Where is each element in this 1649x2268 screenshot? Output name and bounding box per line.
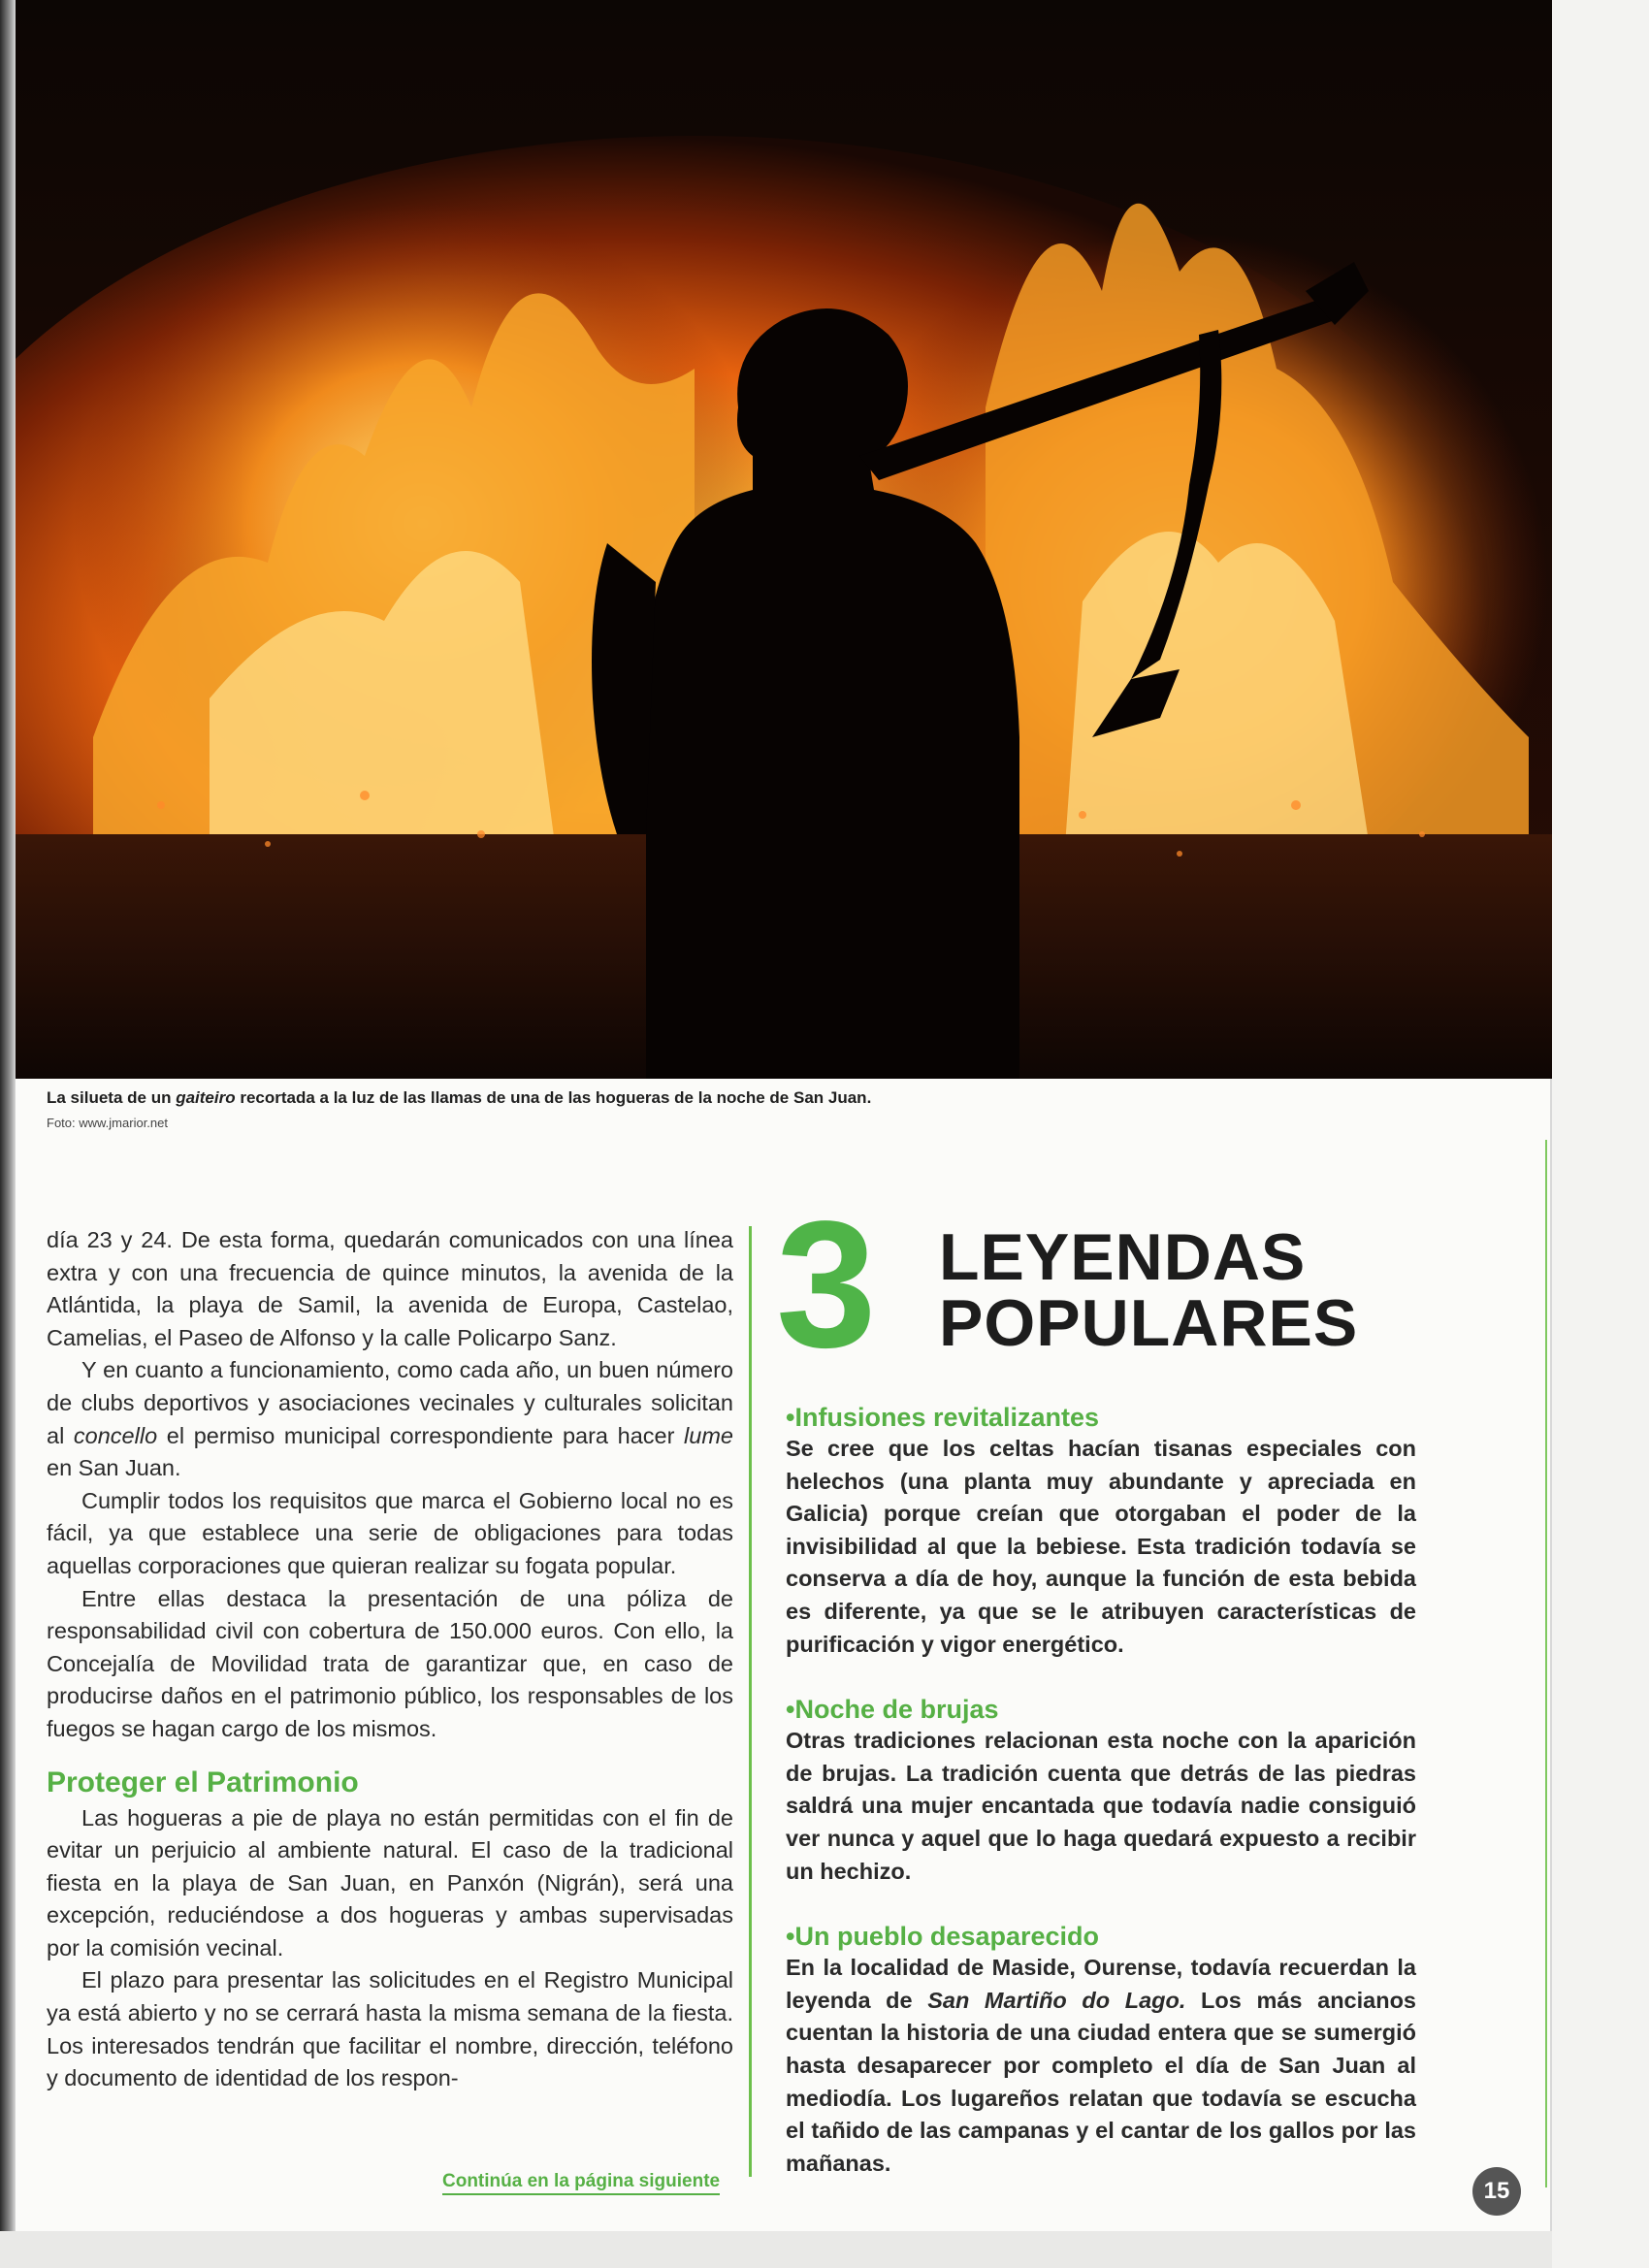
bonfire-gaiteiro-illustration (16, 0, 1552, 1079)
paragraph: Cumplir todos los requisitos que marca el Gobierno local no es fácil, ya que establece una serie de obligaciones para todas aquellas corporaciones que quieran realizar su fogata popular. (47, 1487, 733, 1578)
article-column (47, 1224, 733, 2095)
paragraph: día 23 y 24. De esta forma, quedarán comunicados con una línea extra y con una frecuencia de quince minutos, la avenida de la Atlántida, la playa de Samil, la avenida de Europa, Castelao, Camelias, el Paseo de Alfonso y la calle Policarpo Sanz. (47, 1227, 733, 1350)
legend-title: •Un pueblo desaparecido (786, 1922, 1100, 1952)
paragraph: Y en cuanto a funcionamiento, como cada año, un buen número de clubs deportivos y asociaciones vecinales y culturales solicitan al concello el permiso municipal correspondiente para hacer lume en San Juan. (47, 1357, 733, 1481)
legend-text: En la localidad de Maside, Ourense, todavía recuerdan la leyenda de San Martiño do Lago. Los más ancianos cuentan la historia de una ciudad entera que se sumergió hasta desaparecer por completo el día de San Juan al mediodía. Los lugareños relatan que todavía se escucha el tañido de las campanas y el cantar de los gallos por las mañanas. (786, 1955, 1416, 2176)
continue-link[interactable]: Continúa en la página siguiente (442, 2171, 720, 2195)
page-binding-shadow (0, 0, 16, 2268)
page-bottom-edge (0, 2231, 1552, 2268)
column-divider (749, 1226, 752, 2177)
sidebar-title: LEYENDAS POPULARES (939, 1220, 1359, 1360)
paragraph: El plazo para presentar las solicitudes en el Registro Municipal ya está abierto y no se cerrará hasta la misma semana de la fiesta. Los interesados tendrán que facilitar el nombre, dirección, teléfono y documento de identidad de los respon- (47, 1967, 733, 2091)
legend-text: Otras tradiciones relacionan esta noche con la aparición de brujas. La tradición cuenta que detrás de las piedras saldrá una mujer encantada que todavía nadie consiguió ver nunca y aquel que lo haga quedará expuesto a recibir un hechizo. (786, 1728, 1416, 1884)
section-subheading: Proteger el Patrimonio (47, 1766, 359, 1798)
legend-text: Se cree que los celtas hacían tisanas especiales con helechos (una planta muy abundante y apreciada en Galicia) porque creían que otorgaban el poder de la invisibilidad al que la bebiese. Esta tradición todavía se conserva a día de hoy, aunque la función de esta bebida es diferente, ya que se le atribuyen características de purificación y vigor energético. (786, 1436, 1416, 1657)
legend-title: •Noche de brujas (786, 1695, 999, 1725)
page-edge (1550, 0, 1649, 2268)
legend-title: •Infusiones revitalizantes (786, 1403, 1100, 1432)
sidebar-number: 3 (776, 1184, 873, 1385)
photo-caption: La silueta de un gaiteiro recortada a la luz de las llamas de una de las hogueras de la noche de San Juan. (47, 1088, 872, 1107)
bonfire-photo (16, 0, 1552, 1079)
paragraph: Entre ellas destaca la presentación de una póliza de responsabilidad civil con cobertura de 150.000 euros. Con ello, la Concejalía de Movilidad trata de garantizar que, en caso de producirse daños en el patrimonio público, los responsables de los fuegos se hagan cargo de los mismos. (47, 1585, 733, 1741)
sidebar-edge-line (1545, 1140, 1547, 2187)
paragraph: Las hogueras a pie de playa no están permitidas con el fin de evitar un perjuicio al ambiente natural. El caso de la tradicional fiesta en la playa de San Juan, en Panxón (Nigrán), será una excepción, reduciéndose a dos hogueras y ambas supervisadas por la comisión vecinal. (47, 1804, 733, 1960)
page-number-badge: 15 (1472, 2167, 1521, 2216)
photo-credit: Foto: www.jmarior.net (47, 1116, 168, 1130)
legends-sidebar (786, 1402, 1416, 2213)
